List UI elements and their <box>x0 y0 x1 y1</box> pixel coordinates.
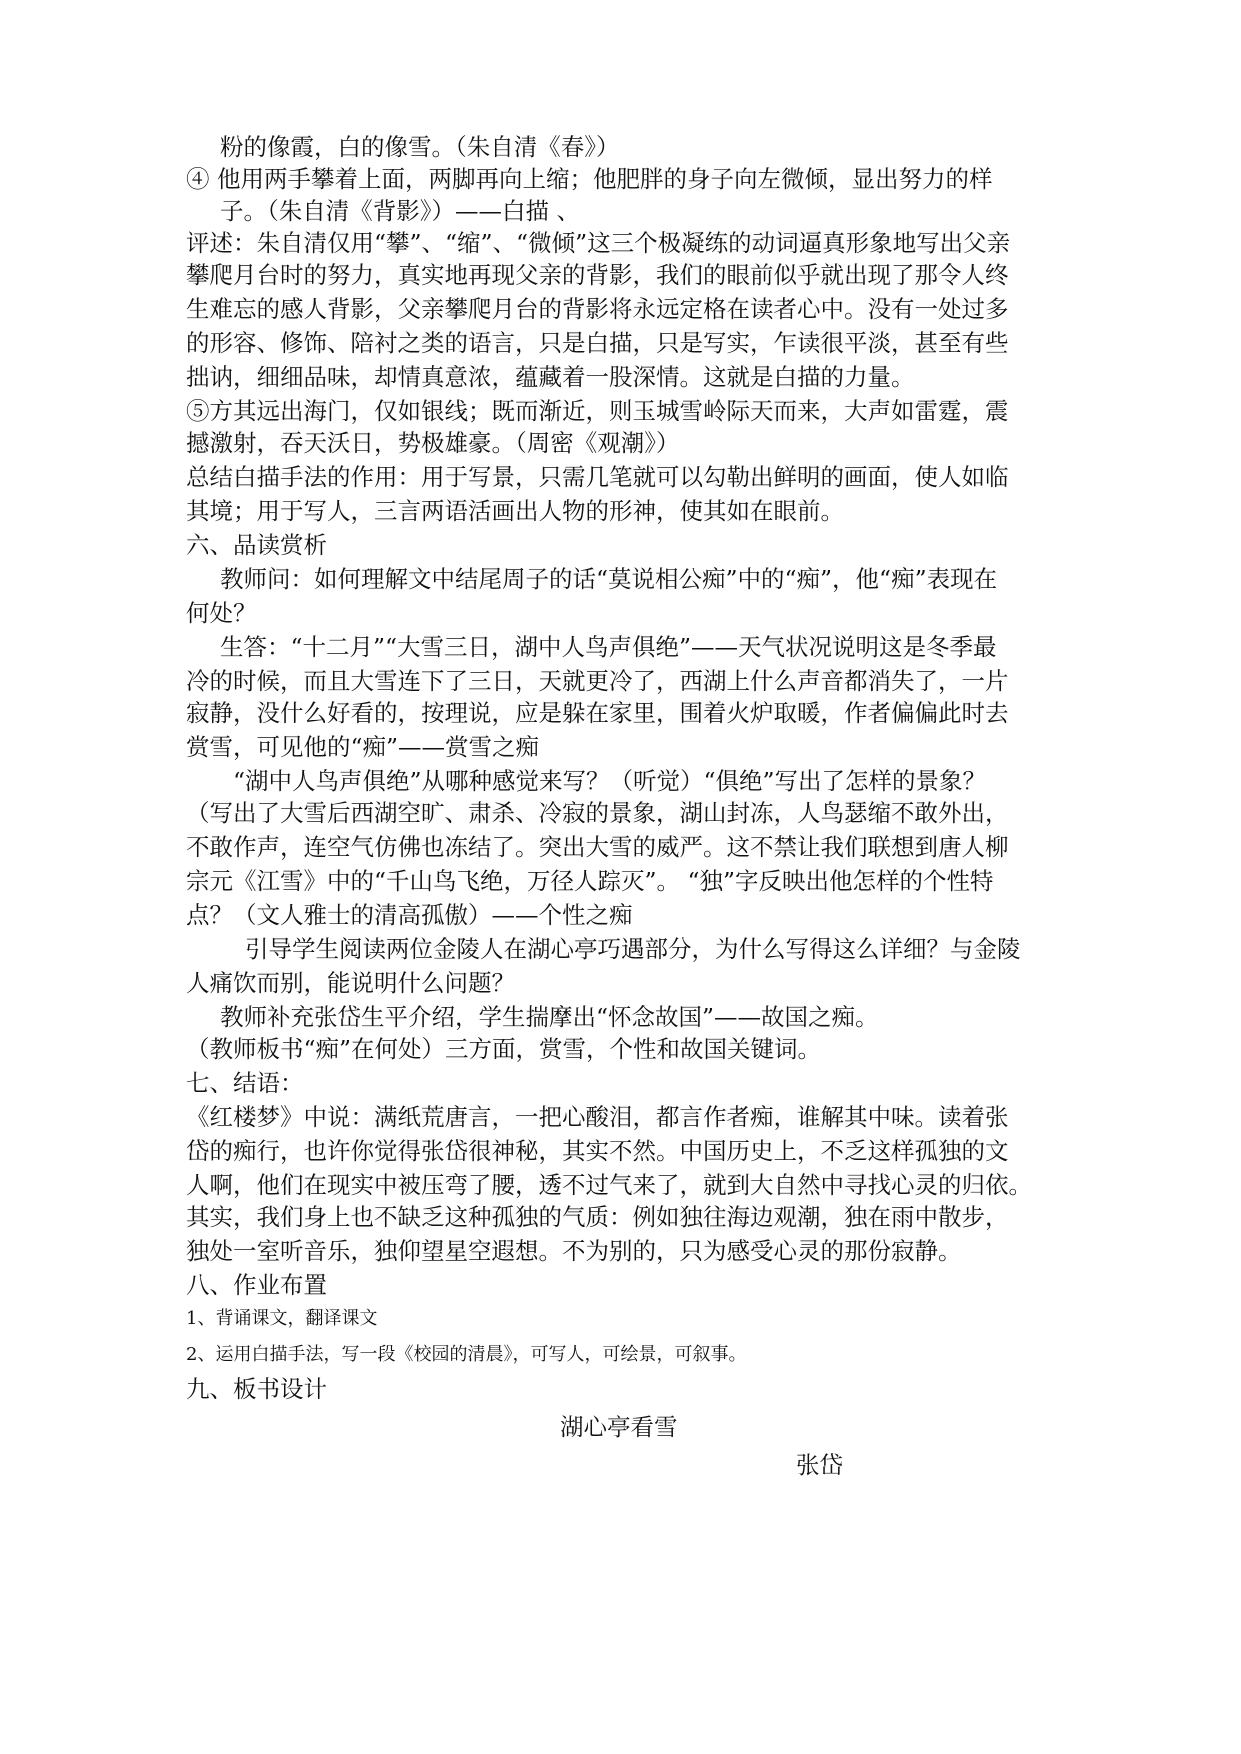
text-line: 子。（朱自清《背影》）——白描 、 <box>220 197 580 225</box>
text-line: 拙讷，细细品味，却情真意浓，蕴藏着一股深情。这就是白描的力量。 <box>186 363 915 391</box>
text-line: 攀爬月台时的努力，真实地再现父亲的背影，我们的眼前似乎就出现了那令人终 <box>186 261 1009 289</box>
text-line: ④ 他用两手攀着上面，两脚再向上缩；他肥胖的身子向左微倾，显出努力的样 <box>186 165 993 193</box>
text-line: 生难忘的感人背影，父亲攀爬月台的背影将永远定格在读者心中。没有一处过多 <box>186 295 1009 323</box>
text-line: 教师补充张岱生平介绍，学生揣摩出“怀念故国”——故国之痴。 <box>220 1003 879 1031</box>
section-heading: 七、结语： <box>186 1069 304 1097</box>
section-heading: 九、板书设计 <box>186 1375 327 1403</box>
text-line: 生答：“十二月”“大雪三日，湖中人鸟声俱绝”——天气状况说明这是冬季最 <box>220 633 997 661</box>
text-line: 评述：朱自清仅用“攀”、“缩”、“微倾”这三个极凝练的动词逼真形象地写出父亲 <box>186 229 1011 257</box>
text-line: （教师板书“痴”在何处）三方面，赏雪，个性和故国关键词。 <box>186 1035 822 1063</box>
section-heading: 六、品读赏析 <box>186 531 327 559</box>
text-line: 总结白描手法的作用：用于写景，只需几笔就可以勾勒出鲜明的画面，使人如临 <box>186 463 1009 491</box>
text-line: ⑤方其远出海门，仅如银线；既而渐近，则玉城雪岭际天而来，大声如雷霆，震 <box>186 397 1009 425</box>
text-line: （写出了大雪后西湖空旷、肃杀、冷寂的景象，湖山封冻，人鸟瑟缩不敢外出， <box>186 799 1009 827</box>
text-line: 人啊，他们在现实中被压弯了腰，透不过气来了，就到大自然中寻找心灵的归依。 <box>186 1171 1032 1199</box>
section-heading: 八、作业布置 <box>186 1271 327 1299</box>
text-line: 岱的痴行，也许你觉得张岱很神秘，其实不然。中国历史上，不乏这样孤独的文 <box>186 1137 1009 1165</box>
text-line: 的形容、修饰、陪衬之类的语言，只是白描，只是写实，乍读很平淡，甚至有些 <box>186 329 1009 357</box>
text-line: 独处一室听音乐，独仰望星空遐想。不为别的，只为感受心灵的那份寂静。 <box>186 1237 962 1265</box>
text-line: 人痛饮而别，能说明什么问题？ <box>186 969 515 997</box>
text-line: 点？（文人雅士的清高孤傲）——个性之痴 <box>186 901 633 929</box>
text-line: “湖中人鸟声俱绝”从哪种感觉来写？（听觉）“俱绝”写出了怎样的景象？ <box>233 767 987 795</box>
homework-item: 2、运用白描手法，写一段《校园的清晨》，可写人，可绘景，可叙事。 <box>186 1344 747 1365</box>
text-line: 赏雪，可见他的“痴”——赏雪之痴 <box>186 733 540 761</box>
text-line: 不敢作声，连空气仿佛也冻结了。突出大雪的威严。这不禁让我们联想到唐人柳 <box>186 833 1009 861</box>
text-line: 教师问：如何理解文中结尾周子的话“莫说相公痴”中的“痴”，他“痴”表现在 <box>220 565 998 593</box>
homework-item: 1、背诵课文，翻译课文 <box>186 1308 378 1329</box>
text-line: 其境；用于写人，三言两语活画出人物的形神，使其如在眼前。 <box>186 497 844 525</box>
text-line: 何处？ <box>186 599 257 627</box>
text-line: 《红楼梦》中说：满纸荒唐言，一把心酸泪，都言作者痴，谁解其中味。读着张 <box>186 1103 1009 1131</box>
text-line: 寂静，没什么好看的，按理说，应是躲在家里，围着火炉取暖，作者偏偏此时去 <box>186 699 1009 727</box>
text-line: 宗元《江雪》中的“千山鸟飞绝，万径人踪灭”。 “独”字反映出他怎样的个性特 <box>186 867 994 895</box>
text-line: 冷的时候，而且大雪连下了三日，天就更冷了，西湖上什么声音都消失了，一片 <box>186 667 1009 695</box>
board-author: 张岱 <box>796 1451 843 1479</box>
text-line: 引导学生阅读两位金陵人在湖心亭巧遇部分，为什么写得这么详细？与金陵 <box>245 935 1021 963</box>
board-title: 湖心亭看雪 <box>560 1413 678 1441</box>
text-line: 撼激射，吞天沃日，势极雄豪。（周密《观潮》） <box>186 429 680 457</box>
text-line: 其实，我们身上也不缺乏这种孤独的气质：例如独往海边观潮，独在雨中散步， <box>186 1203 1009 1231</box>
text-line: 粉的像霞，白的像雪。（朱自清《春》） <box>220 133 620 161</box>
